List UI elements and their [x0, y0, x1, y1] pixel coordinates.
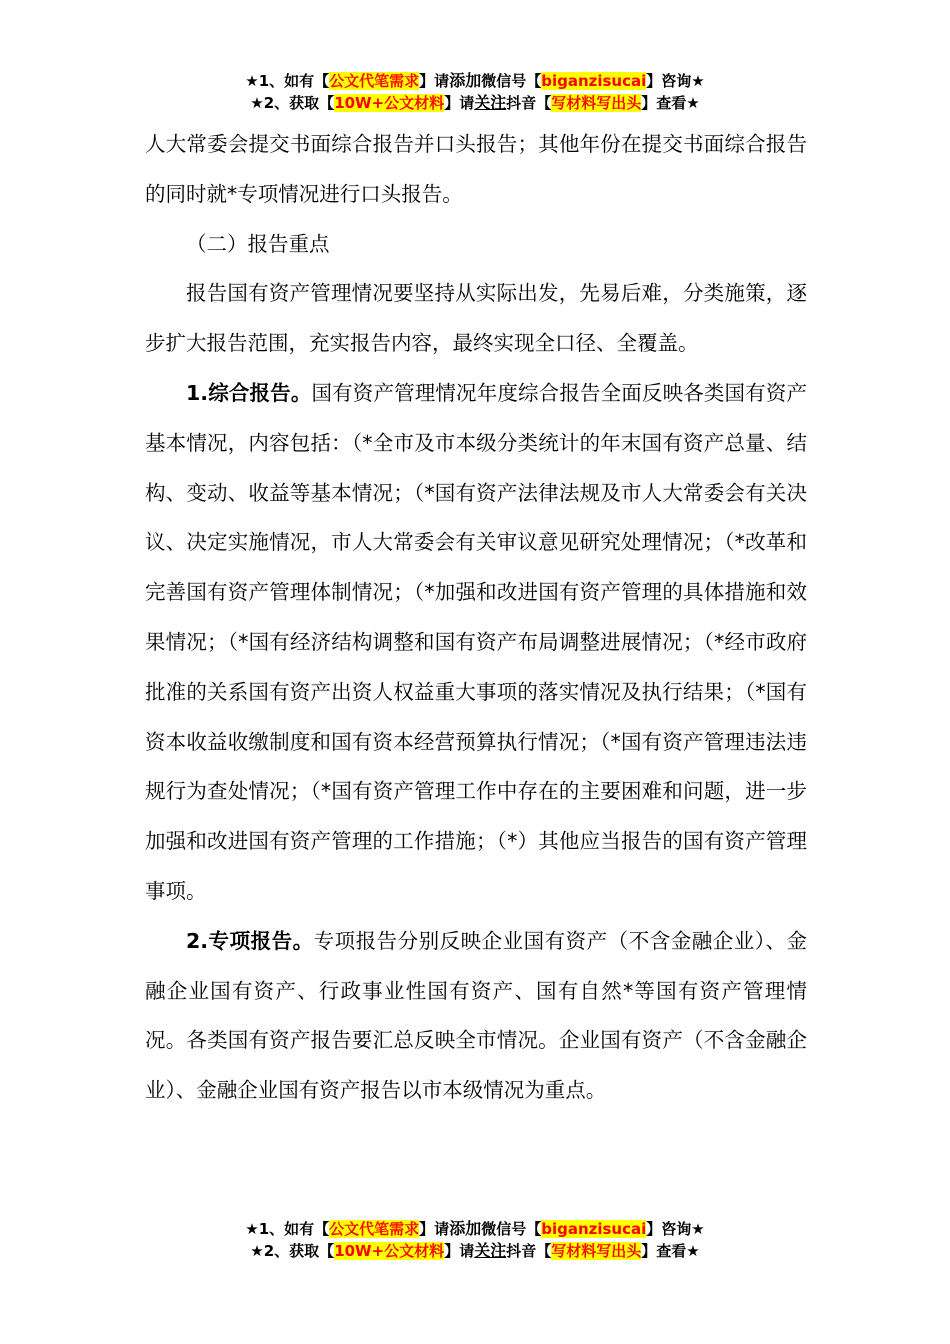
paragraph-intro: 报告国有资产管理情况要坚持从实际出发，先易后难，分类施策，逐步扩大报告范围，充实报告内容，最终实现全口径、全覆盖。 — [145, 281, 807, 356]
banner-text: 抖音【 — [506, 1242, 552, 1260]
banner-emphasis: 关注 — [474, 93, 507, 112]
item-text: 国有资产管理情况年度综合报告全面反映各类国有资产基本情况，内容包括：（*全市及市本级分类统计的年末国有资产总量、结构、变动、收益等基本情况；（*国有资产法律法规及市人大常委会有关决议、决定实施情况，市人大常委会有关审议意见研究处理情况；（*改革和完善国有资产管理体制情况；（*加强和改进国有资产管理的具体措施和效果情况；（*国有经济结构调整和国有资产布局调整进展情况；（*经市政府批准的关系国有资产出资人权益重大事项的落实情况及执行结果；（*国有资本收益收缴制度和国有资本经营预算执行情况；（*国有资产管理违法违规行为查处情况；（*国有资产管理工作中存在的主要困难和问题，进一步加强和改进国有资产管理的工作措施；（*）其他应当报告的国有资产管理事项。 — [145, 380, 808, 903]
banner-line-1 — [0, 1218, 950, 1240]
paragraph-special-report — [145, 917, 807, 1116]
banner-emphasis: 添加 — [449, 1219, 482, 1238]
banner-text: 微信号【 — [481, 1220, 542, 1238]
banner-text: ★1、如有【 — [245, 72, 330, 90]
banner-emphasis: 添加 — [449, 71, 482, 90]
item-text: 专项报告分别反映企业国有资产（不含金融企业）、金融企业国有资产、行政事业性国有资产、国有自然*等国有资产管理情况。各类国有资产报告要汇总反映全市情况。企业国有资产（不含金融企业）、金融企业国有资产报告以市本级情况为重点。 — [145, 928, 807, 1103]
banner-line-2 — [0, 1240, 950, 1262]
document-body — [145, 120, 807, 1116]
banner-text: 抖音【 — [506, 94, 552, 112]
highlight-service: 公文代笔需求 — [329, 72, 420, 90]
banner-text: ★1、如有【 — [245, 1220, 330, 1238]
item-lead: 1.综合报告。 — [186, 380, 312, 405]
banner-text: 】咨询★ — [646, 1220, 705, 1238]
section-heading: （二）报告重点 — [186, 231, 330, 256]
highlight-douyin-id: 写材料写出头 — [551, 94, 642, 112]
highlight-service: 公文代笔需求 — [329, 1220, 420, 1238]
banner-emphasis: 关注 — [474, 1241, 507, 1260]
banner-text: 】查看★ — [641, 1242, 700, 1260]
banner-text: ★2、获取【 — [250, 1242, 335, 1260]
highlight-materials: 10W+公文材料 — [334, 1242, 445, 1260]
highlight-materials: 10W+公文材料 — [334, 94, 445, 112]
top-banner — [0, 70, 950, 114]
banner-text: 】请 — [444, 94, 475, 112]
item-lead: 2.专项报告。 — [186, 928, 314, 953]
banner-line-2 — [0, 92, 950, 114]
highlight-wechat-id: biganzisucai — [541, 72, 647, 90]
banner-line-1 — [0, 70, 950, 92]
paragraph-continued: 人大常委会提交书面综合报告并口头报告；其他年份在提交书面综合报告的同时就*专项情况进行口头报告。 — [145, 132, 807, 206]
highlight-douyin-id: 写材料写出头 — [551, 1242, 642, 1260]
banner-text: 】请 — [444, 1242, 475, 1260]
banner-text: ★2、获取【 — [250, 94, 335, 112]
banner-text: 】咨询★ — [646, 72, 705, 90]
banner-text: 】查看★ — [641, 94, 700, 112]
banner-text: 】请 — [419, 72, 450, 90]
bottom-banner — [0, 1218, 950, 1262]
highlight-wechat-id: biganzisucai — [541, 1220, 647, 1238]
paragraph-comprehensive-report — [145, 369, 807, 917]
banner-text: 】请 — [419, 1220, 450, 1238]
banner-text: 微信号【 — [481, 72, 542, 90]
